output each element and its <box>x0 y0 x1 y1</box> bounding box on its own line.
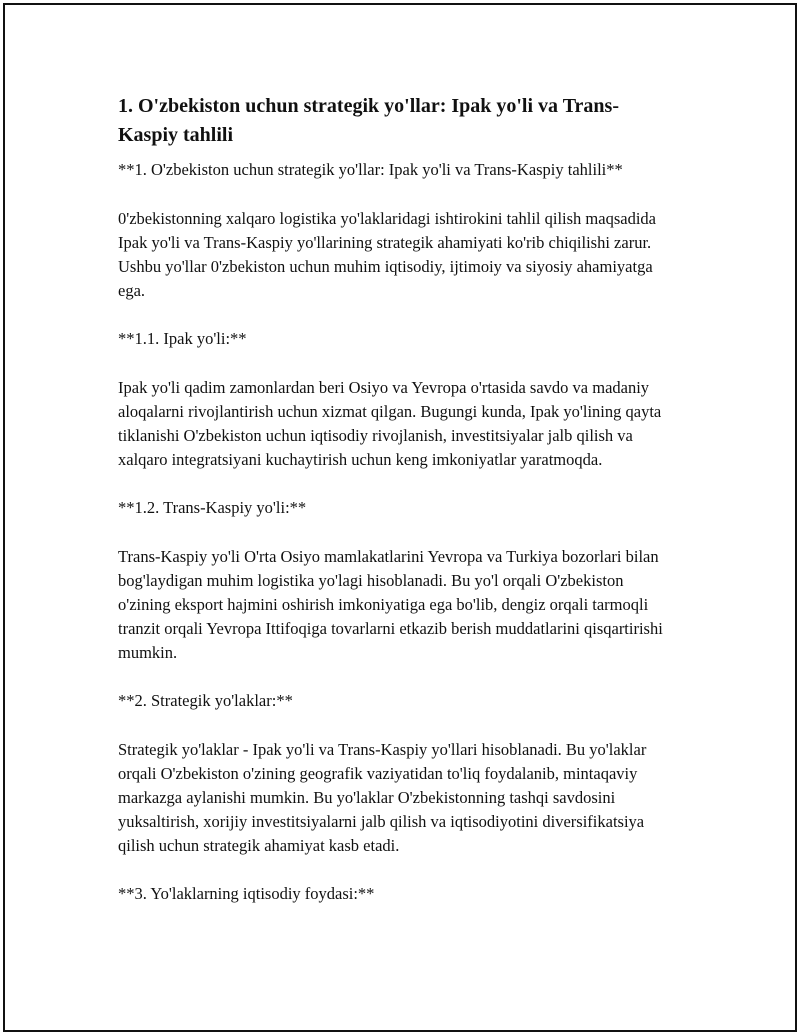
section-heading-iqtisodiy-foyda: **3. Yo'laklarning iqtisodiy foydasi:** <box>118 884 375 903</box>
paragraph-intro: 0'zbekistonning xalqaro logistika yo'laklaridagi ishtirokini tahlil qilish maqsadida Ipak yo'li va Trans-Kaspiy yo'llarining strategik ahamiyati ko'rib chiqilishi zarur. Ushbu yo'llar 0'zbekiston uchun muhim iqtisodiy, ijtimoiy va siyosiy ahamiyatga ega. <box>118 209 656 300</box>
paragraph-ipak-yoli: Ipak yo'li qadim zamonlardan beri Osiyo va Yevropa o'rtasida savdo va madaniy aloqalarni rivojlantirish uchun xizmat qilgan. Bugungi kunda, Ipak yo'lining qayta tiklanishi O'zbekiston uchun iqtisodiy rivojlanish, investitsiyalar jalb qilish va xalqaro integratsiyani kuchaytirish uchun keng imkoniyatlar yaratmoqda. <box>118 378 662 469</box>
paragraph-trans-kaspiy: Trans-Kaspiy yo'li O'rta Osiyo mamlakatlarini Yevropa va Turkiya bozorlari bilan bog'laydigan muhim logistika yo'lagi hisoblanadi. Bu yo'l orqali O'zbekiston o'zining eksport hajmini oshirish imkoniyatiga ega bo'lib, dengiz orqali tarmoqli tranzit orqali Yevropa Ittifoqiga tovarlarni etkazib berish muddatlarini qisqartirishi mumkin. <box>118 547 663 662</box>
section-heading-ipak-yoli: **1.1. Ipak yo'li:** <box>118 329 247 348</box>
section-heading-strategik-yolaklar: **2. Strategik yo'laklar:** <box>118 691 293 710</box>
document-title: 1. O'zbekiston uchun strategik yo'llar: Ipak yo'li va Trans-Kaspiy tahlili <box>118 95 619 146</box>
section-heading-trans-kaspiy: **1.2. Trans-Kaspiy yo'li:** <box>118 498 307 517</box>
document-body <box>118 92 678 931</box>
section-heading-intro: **1. O'zbekiston uchun strategik yo'llar: Ipak yo'li va Trans-Kaspiy tahlili** <box>118 160 623 179</box>
paragraph-strategik-yolaklar: Strategik yo'laklar - Ipak yo'li va Trans-Kaspiy yo'llari hisoblanadi. Bu yo'laklar orqali O'zbekiston o'zining geografik vaziyatidan to'liq foydalanib, mintaqaviy markazga aylanishi mumkin. Bu yo'laklar O'zbekistonning tashqi savdosini yuksaltirish, xorijiy investitsiyalarni jalb qilish va iqtisodiyotini diversifikatsiya qilish uchun strategik ahamiyat kasb etadi. <box>118 740 647 855</box>
